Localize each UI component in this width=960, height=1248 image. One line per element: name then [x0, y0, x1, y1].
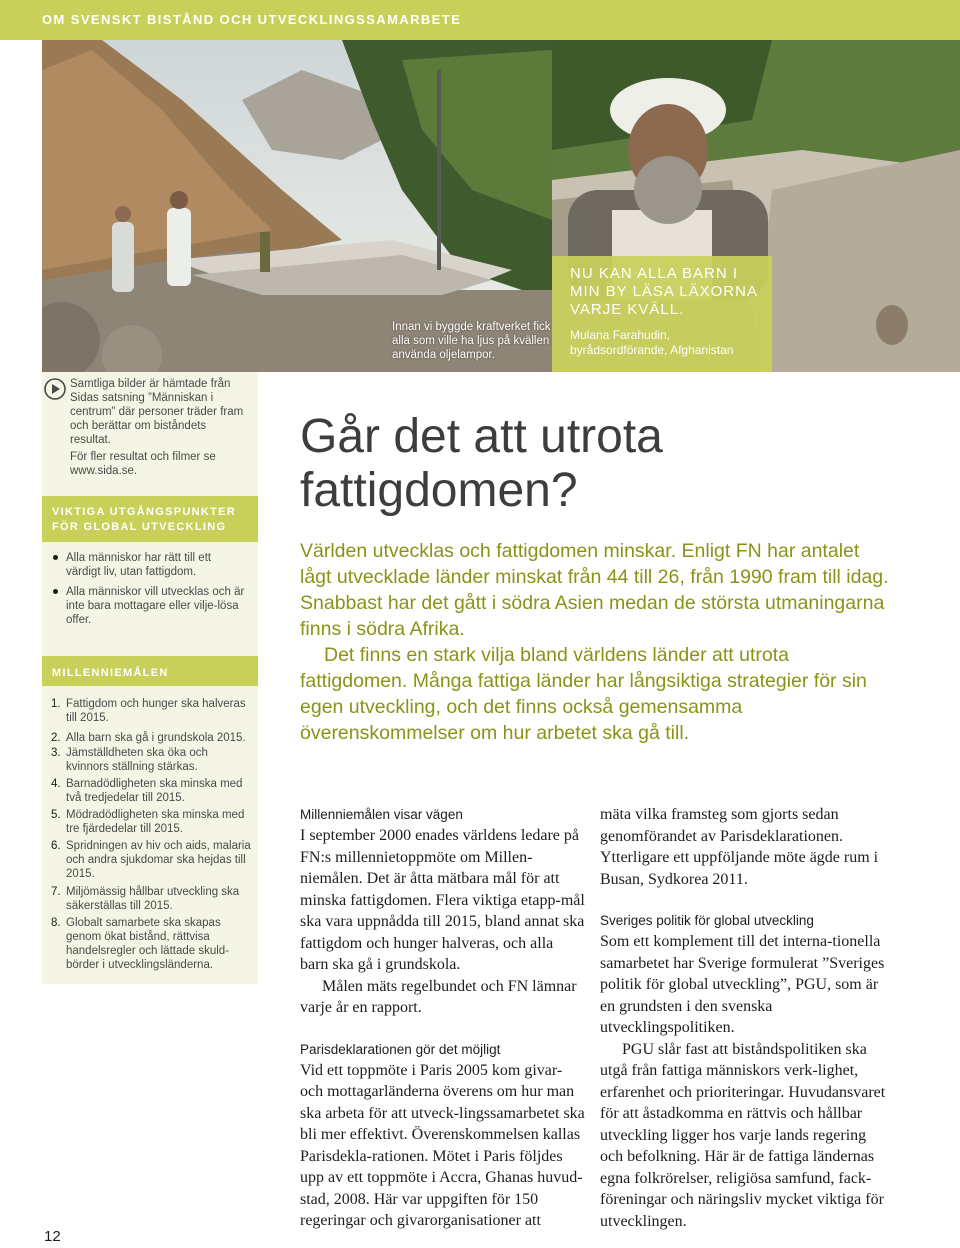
- quote-author-title: byrådsordförande, Afghanistan: [570, 343, 734, 357]
- body-paragraph: mäta vilka framsteg som gjorts sedan genomförandet av Parisdeklarationen. Ytterligare ett uppföljande möte ägde rum i Busan, Sydkorea 2011.: [600, 806, 879, 888]
- article-lead: [300, 538, 890, 746]
- goal-item: 7. Miljömässig hållbar utveckling ska säkerställas till 2015.: [51, 886, 240, 912]
- play-icon[interactable]: [44, 378, 66, 405]
- pull-quote: NU KAN ALLA BARN I MIN BY LÄSA LÄXORNA VARJE KVÄLL.: [570, 265, 758, 318]
- goal-item: 8. Globalt samarbete ska skapas genom ökat bistånd, rättvisa handelsregler och lättade skuld-börder i utvecklingsländerna.: [51, 917, 230, 971]
- article-headline: Går det att utrota fattigdomen?: [300, 410, 663, 517]
- body-paragraph: Som ett komplement till det interna-tionella samarbetet har Sverige formulerat ”Sveriges politik för global utveckling”, PGU, som är en grundsten i den svenska utvecklingspolitiken.: [600, 933, 885, 1036]
- sidebar-intro: Samtliga bilder är hämtade från Sidas satsning ”Människan i centrum” där personer träder fram och berättar om biståndets resultat.: [70, 378, 244, 446]
- article-column-2: [600, 804, 890, 1232]
- goal-item: 3. Jämställdheten ska öka och kvinnors ställning stärkas.: [51, 747, 208, 773]
- body-paragraph: PGU slår fast att biståndspolitiken ska utgå från fattiga människors verk-lighet, erfarenhet och prioriteringar. Huvudansvaret för att åstadkomma en rättvis och hållbar utveckling ligger hos varje lands regering och befolkning. Här är de fattiga ländernas egna folkrörelser, religiösa samfund, fack-föreningar och näringsliv mycket viktiga för utvecklingen.: [600, 1040, 886, 1230]
- bullet-icon: [53, 589, 58, 594]
- subheading: Millenniemålen visar vägen: [300, 807, 463, 822]
- goal-item: 2. Alla barn ska gå i grundskola 2015.: [51, 732, 246, 744]
- page-number: 12: [44, 1228, 61, 1245]
- section-header-title: OM SVENSKT BISTÅND OCH UTVECKLINGSSAMARBETE: [42, 12, 462, 27]
- subheading: Sveriges politik för global utveckling: [600, 913, 814, 928]
- principle-item: Alla människor har rätt till ett värdigt liv, utan fattigdom.: [66, 551, 246, 579]
- lead-paragraph: Världen utvecklas och fattigdomen minskar. Enligt FN har antalet lågt utvecklade länder minskat från 44 till 26, från 1990 fram till idag. Snabbast har det gått i södra Asien medan de största utmaningarna finns i södra Afrika.: [300, 540, 889, 640]
- goal-item: 4. Barnadödligheten ska minska med två tredjedelar till 2015.: [51, 778, 243, 804]
- goal-item: 5. Mödradödligheten ska minska med tre fjärdedelar till 2015.: [51, 809, 245, 835]
- sidebar-more-link[interactable]: För fler resultat och filmer se www.sida.se.: [70, 451, 216, 477]
- body-paragraph: Vid ett toppmöte i Paris 2005 kom givar- och mottagarländerna överens om hur man ska arbeta för att utveck-lingssamarbetet ska bli mer effektivt. Överenskommelsen kallas Parisdekla-rationen. Mötet i Paris följdes upp av ett toppmöte i Accra, Ghanas huvud-stad, 2008. Här var uppgiften för 150 regeringar och givarorganisationer att: [300, 1061, 585, 1229]
- goal-item: 6. Spridningen av hiv och aids, malaria och andra sjukdomar ska hejdas till 2015.: [51, 840, 251, 880]
- body-paragraph: I september 2000 enades världens ledare på FN:s millennietoppmöte om Millen-niemålen. Det är åtta mätbara mål för att minska fattigdomen. Flera viktiga etapp-mål ska vara uppnådda till 2015, bland annat ska fattigdom och hunger halveras, och alla barn ska gå i grundskola.: [300, 827, 585, 973]
- article-column-1: [300, 804, 585, 1232]
- body-paragraph: Målen mäts regelbundet och FN lämnar varje år en rapport.: [300, 977, 577, 1016]
- bullet-icon: [53, 555, 58, 560]
- goal-item: 1. Fattigdom och hunger ska halveras till 2015.: [51, 698, 246, 724]
- principles-heading: VIKTIGA UTGÅNGSPUNKTER FÖR GLOBAL UTVECKLING: [52, 506, 237, 533]
- mdg-heading: MILLENNIEMÅLEN: [52, 667, 169, 679]
- principle-item: Alla människor vill utvecklas och är inte bara mottagare eller vilje-lösa offer.: [66, 585, 246, 627]
- quote-attribution: [570, 328, 770, 358]
- subheading: Parisdeklarationen gör det möjligt: [300, 1041, 501, 1057]
- photo-caption: Innan vi byggde kraftverket fick alla som ville ha ljus på kvällen använda oljelampor.: [392, 321, 551, 361]
- quote-author-name: Mulana Farahudin,: [570, 328, 671, 342]
- lead-paragraph: Det finns en stark vilja bland världens länder att utrota fattigdomen. Många fattiga länder har långsiktiga strategier för sin egen utveckling, och det finns också gemensamma överenskommelser om hur arbetet ska gå till.: [300, 644, 867, 744]
